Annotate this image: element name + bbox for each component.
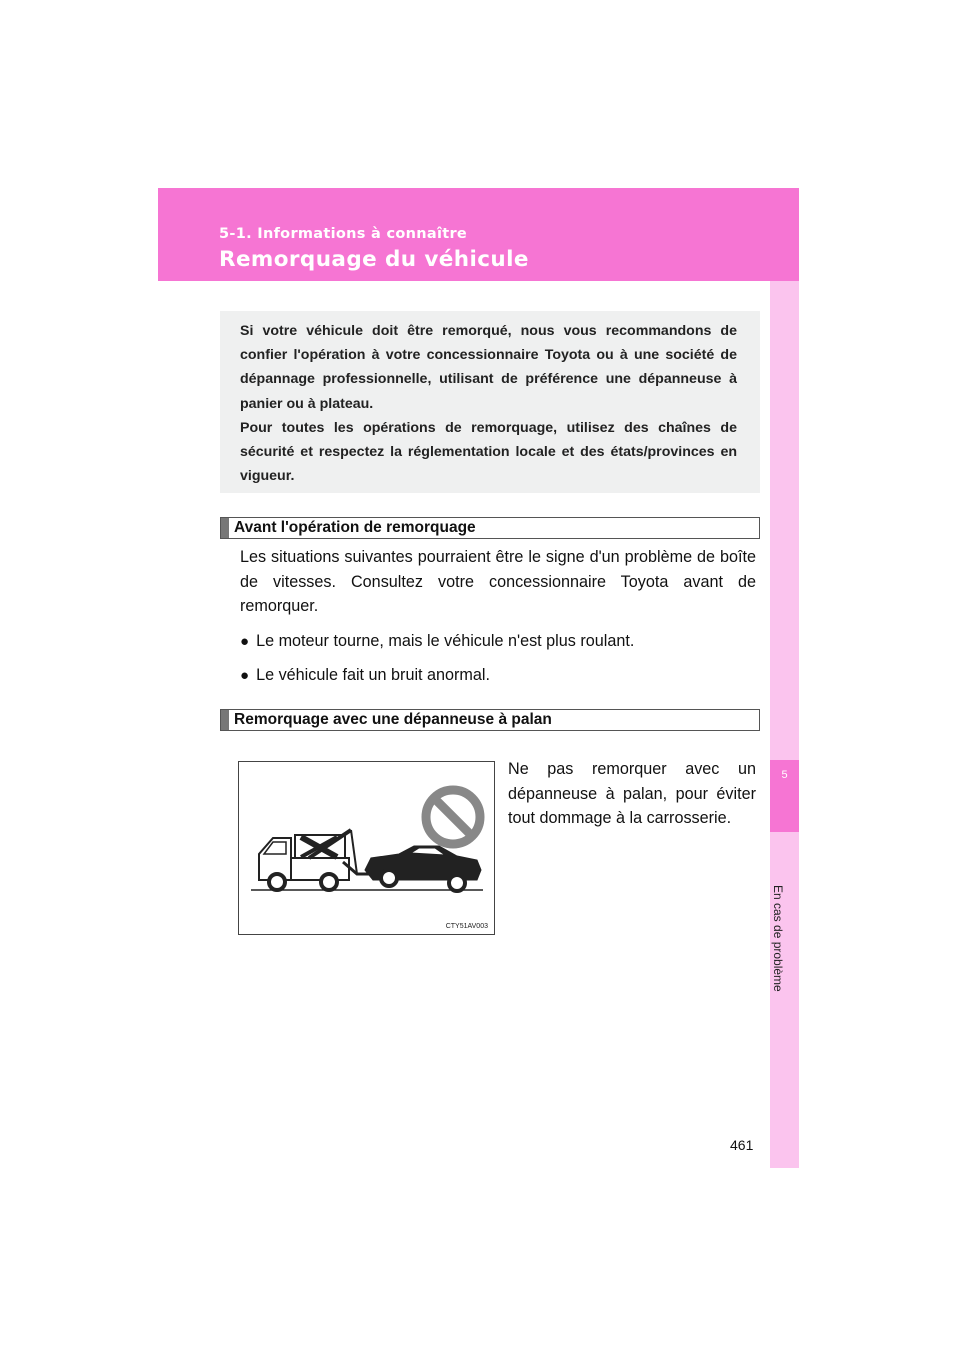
tow-truck-icon: [259, 830, 369, 890]
list-item: [240, 666, 490, 685]
tow-illustration: [239, 762, 494, 934]
chapter-label: En cas de problème: [771, 885, 785, 992]
intro-paragraph: Si votre véhicule doit être remorqué, nous vous recommandons de confier l'opération à votre concessionnaire Toyota ou à une société de dépannage professionnelle, utilisant de préférence une dépanneuse à panier ou à plateau.: [240, 323, 737, 412]
tow-figure: [238, 761, 495, 935]
list-item-text: Le moteur tourne, mais le véhicule n'est plus roulant.: [256, 632, 635, 650]
heading-accent: [221, 518, 229, 538]
bullet-icon: ●: [240, 667, 250, 684]
prohibited-icon: [426, 790, 480, 844]
list-item-text: Le véhicule fait un bruit anormal.: [256, 666, 491, 684]
page-number: 461: [730, 1137, 754, 1153]
section-body: Les situations suivantes pourraient être le signe d'un problème de boîte de vitesses. Consultez votre concessionnaire Toyota avant de remorquer.: [240, 548, 756, 615]
car-icon: [365, 846, 481, 891]
section-heading: [220, 517, 760, 539]
section-heading: [220, 709, 760, 731]
heading-accent: [221, 710, 229, 730]
side-tab: [770, 281, 799, 1168]
bullet-icon: ●: [240, 633, 250, 650]
figure-code: CTY51AV003: [445, 923, 488, 930]
section-heading-text: Remorquage avec une dépanneuse à palan: [234, 711, 552, 728]
page-title: Remorquage du véhicule: [219, 247, 529, 272]
section-heading-text: Avant l'opération de remorquage: [234, 519, 476, 536]
list-item: [240, 632, 634, 651]
intro-paragraph: Pour toutes les opérations de remorquage, utilisez des chaînes de sécurité et respectez la réglementation locale et des états/provinces en vigueur.: [240, 419, 737, 485]
chapter-number: 5: [781, 769, 788, 781]
figure-caption: Ne pas remorquer avec un dépanneuse à palan, pour éviter tout dommage à la carrosserie.: [508, 760, 756, 827]
section-number: 5-1. Informations à connaître: [219, 226, 468, 242]
intro-text: [240, 319, 737, 488]
